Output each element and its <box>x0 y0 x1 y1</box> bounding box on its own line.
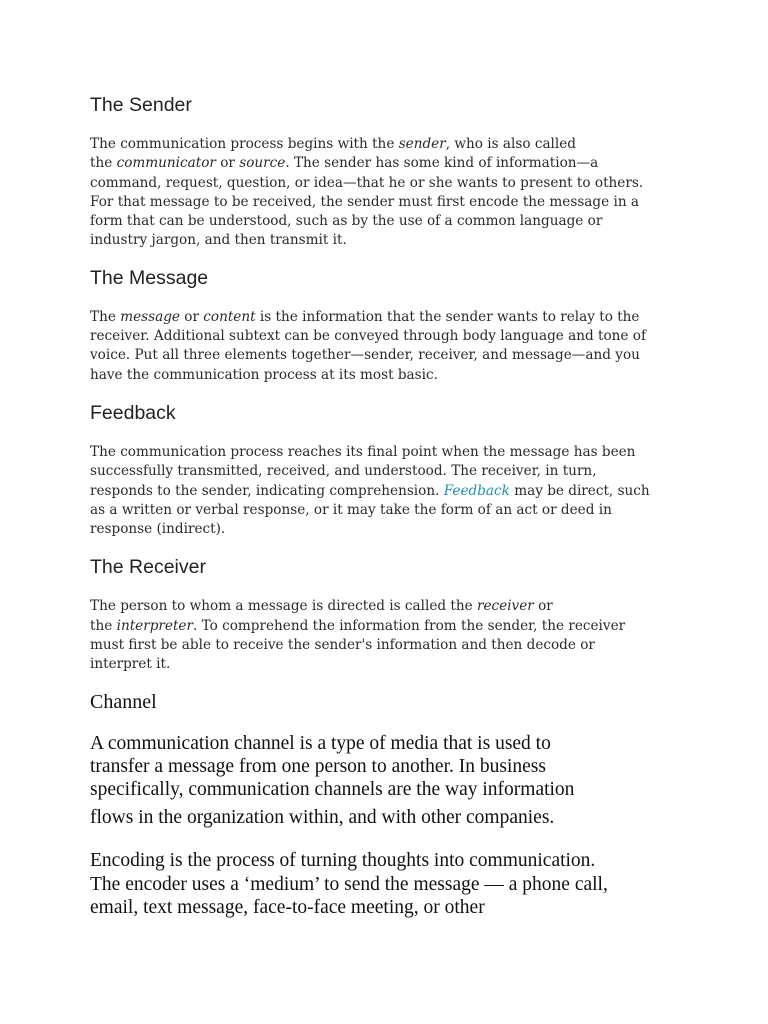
text-line: the communicator or source. The sender has some kind of information—a <box>90 155 599 172</box>
text-line: For that message to be received, the sender must first encode the message in a <box>90 193 639 210</box>
heading-channel: Channel <box>90 690 157 713</box>
text-line: interpret it. <box>90 656 171 673</box>
emphasized-term: message <box>120 308 180 325</box>
paragraph-receiver <box>90 597 690 674</box>
text-line: The communication process begins with the sender, who is also called <box>90 136 576 152</box>
text-line: The message or content is the information that the sender wants to relay to the <box>90 308 640 325</box>
text-line: A communication channel is a type of media that is used to <box>90 732 551 754</box>
heading-feedback: Feedback <box>90 401 176 424</box>
text-line: industry jargon, and then transmit it. <box>90 232 347 249</box>
text-line: receiver. Additional subtext can be conveyed through body language and tone of <box>90 328 647 345</box>
text-line: The encoder uses a ‘medium’ to send the message — a phone call, <box>90 873 608 895</box>
emphasized-term: interpreter <box>116 617 193 634</box>
text-line: as a written or verbal response, or it may take the form of an act or deed in <box>90 501 612 518</box>
feedback-link[interactable]: Feedback <box>443 482 510 499</box>
text-line: command, request, question, or idea—that he or she wants to present to others. <box>90 174 644 191</box>
heading-the-receiver: The Receiver <box>90 556 206 579</box>
paragraph-encoding <box>90 849 768 919</box>
text-line: have the communication process at its most basic. <box>90 366 438 383</box>
emphasized-term: communicator <box>116 155 216 172</box>
text-line: The communication process reaches its final point when the message has been <box>90 443 636 460</box>
text-line: transfer a message from one person to another. In business <box>90 756 546 778</box>
paragraph-feedback <box>90 443 690 539</box>
text-line: The person to whom a message is directed is called the receiver or <box>90 598 553 615</box>
text-line: successfully transmitted, received, and understood. The receiver, in turn, <box>90 463 597 480</box>
paragraph-message <box>90 308 690 385</box>
text-line: flows in the organization within, and with other companies. <box>90 806 555 828</box>
text-line: must first be able to receive the sender's information and then decode or <box>90 637 595 654</box>
emphasized-term: content <box>203 308 256 325</box>
text-line: voice. Put all three elements together—sender, receiver, and message—and you <box>90 347 640 364</box>
text-line: the interpreter. To comprehend the information from the sender, the receiver <box>90 617 626 634</box>
emphasized-term: receiver <box>477 598 534 615</box>
text-line: form that can be understood, such as by the use of a common language or <box>90 213 603 230</box>
heading-the-message: The Message <box>90 266 209 289</box>
paragraph-channel <box>90 732 768 830</box>
text-line: responds to the sender, indicating comprehension. Feedback may be direct, such <box>90 482 650 499</box>
text-line: specifically, communication channels are the way information <box>90 779 575 801</box>
emphasized-term: source <box>239 155 286 172</box>
heading-the-sender: The Sender <box>90 94 192 116</box>
text-line: response (indirect). <box>90 521 226 538</box>
paragraph-sender <box>90 135 690 251</box>
emphasized-term: sender <box>398 136 446 152</box>
text-line: Encoding is the process of turning thoughts into communication. <box>90 850 596 872</box>
text-line: email, text message, face-to-face meeting, or other <box>90 897 485 919</box>
